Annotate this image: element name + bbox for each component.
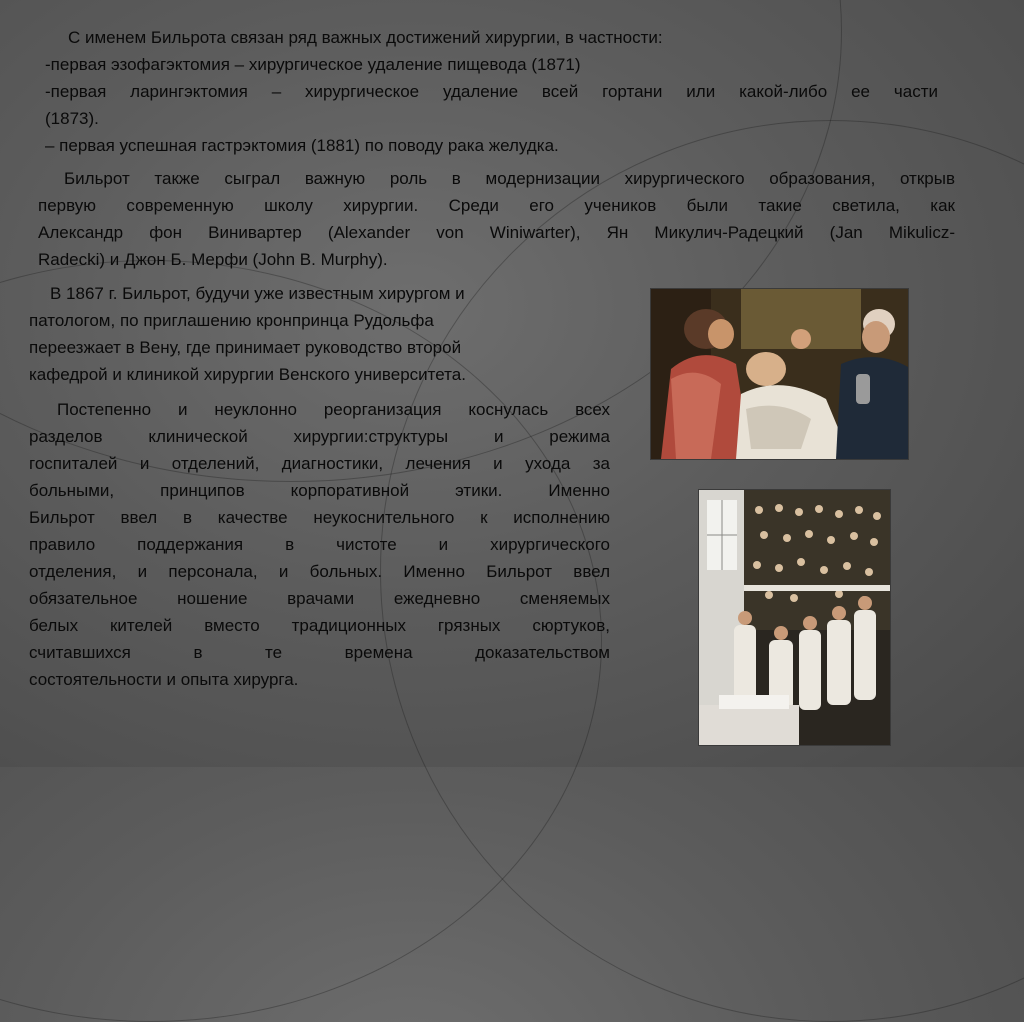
achievement-laryngectomy: -первая ларингэктомия – хирургическое удаление всей гортани или какой-либо ее части xyxy=(45,82,938,101)
reform-line-5: Бильрот ввел в качестве неукоснительного к исполнению xyxy=(29,508,610,527)
medieval-surgery-painting xyxy=(650,288,909,460)
intro-text: С именем Бильрота связан ряд важных достижений хирургии, в частности: xyxy=(68,28,663,47)
reform-line-2: разделов клинической хирургии:структуры и режима xyxy=(29,427,610,446)
education-line-3: Александр фон Винивартер (Alexander von Winiwarter), Ян Микулич-Радецкий (Jan Mikulicz- xyxy=(38,223,955,242)
reform-line-9: белых кителей вместо традиционных грязных сюртуков, xyxy=(29,616,610,635)
surgical-amphitheater-painting xyxy=(698,489,891,746)
reform-line-11: состоятельности и опыта хирурга. xyxy=(29,670,299,689)
vienna-line-3: переезжает в Вену, где принимает руководство второй xyxy=(29,338,462,357)
reform-line-10: считавшихся в те времена доказательством xyxy=(29,643,610,662)
achievement-laryngectomy-year: (1873). xyxy=(45,109,99,128)
vienna-line-2: патологом, по приглашению кронпринца Рудольфа xyxy=(29,311,434,330)
reform-line-3: госпиталей и отделений, диагностики, лечения и ухода за xyxy=(29,454,610,473)
reform-line-7: отделения, и персонала, и больных. Именно Бильрот ввел xyxy=(29,562,610,581)
education-line-4: Radecki) и Джон Б. Мерфи (John B. Murphy). xyxy=(38,250,388,269)
reform-line-4: больными, принципов корпоративной этики. Именно xyxy=(29,481,610,500)
amphitheater-illustration xyxy=(699,490,890,745)
medieval-surgery-illustration xyxy=(651,289,908,459)
vienna-line-4: кафедрой и клиникой хирургии Венского университета. xyxy=(29,365,466,384)
education-line-1: Бильрот также сыграл важную роль в модернизации хирургического образования, открыв xyxy=(64,169,955,188)
education-line-2: первую современную школу хирургии. Среди его учеников были такие светила, как xyxy=(38,196,955,215)
reform-line-8: обязательное ношение врачами ежедневно сменяемых xyxy=(29,589,610,608)
vienna-line-1: В 1867 г. Бильрот, будучи уже известным хирургом и xyxy=(50,284,465,303)
reform-line-6: правило поддержания в чистоте и хирургического xyxy=(29,535,610,554)
achievement-gastrectomy: – первая успешная гастрэктомия (1881) по поводу рака желудка. xyxy=(45,136,559,155)
achievement-esophagectomy: -первая эзофагэктомия – хирургическое удаление пищевода (1871) xyxy=(45,55,581,74)
reform-line-1: Постепенно и неуклонно реорганизация коснулась всех xyxy=(57,400,610,419)
